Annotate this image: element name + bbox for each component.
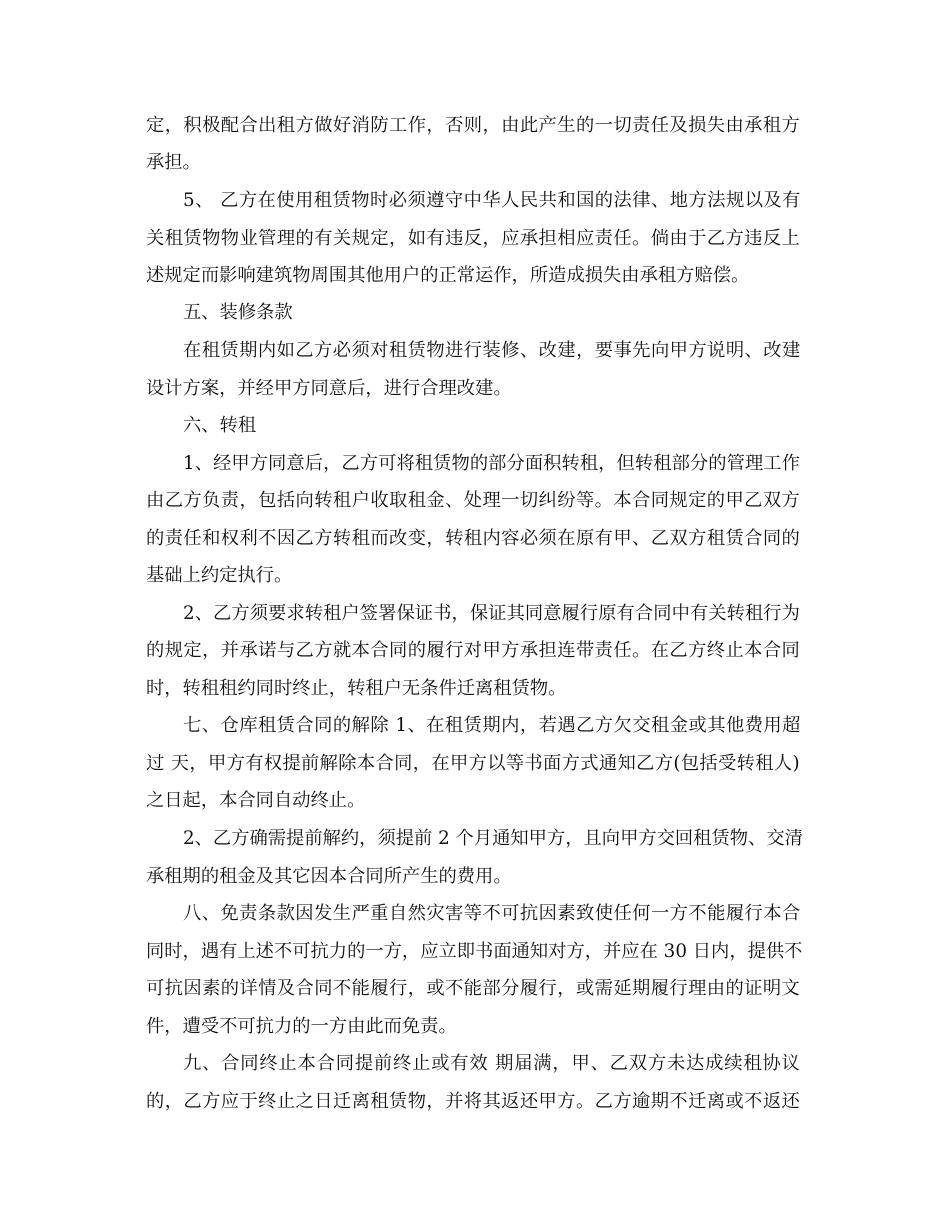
text-line: 的，乙方应于终止之日迁离租赁物，并将其返还甲方。乙方逾期不迁离或不返还	[146, 1091, 801, 1112]
text-line: 基础上约定执行。	[146, 565, 293, 586]
text-line: 2、乙方须要求转租户签署保证书，保证其同意履行原有合同中有关转租行为	[183, 603, 800, 624]
text-line: 定，积极配合出租方做好消防工作，否则，由此产生的一切责任及损失由承租方	[146, 115, 801, 136]
text-line: 在租赁期内如乙方必须对租赁物进行装修、改建，要事先向甲方说明、改建	[183, 340, 801, 361]
text-line: 由乙方负责，包括向转租户收取租金、处理一切纠纷等。本合同规定的甲乙双方	[146, 490, 801, 511]
text-line: 设计方案，并经甲方同意后，进行合理改建。	[146, 378, 512, 399]
text-line: 的责任和权利不因乙方转租而改变，转租内容必须在原有甲、乙双方租赁合同的	[146, 528, 801, 549]
text-line: 5、 乙方在使用租赁物时必须遵守中华人民共和国的法律、地方法规以及有	[183, 190, 801, 211]
text-line: 过 天，甲方有权提前解除本合同，在甲方以等书面方式通知乙方(包括受转租人)	[146, 753, 800, 774]
text-line: 同时，遇有上述不可抗力的一方，应立即书面通知对方，并应在 30 日内，提供不	[146, 941, 803, 962]
text-line: 的规定，并承诺与乙方就本合同的履行对甲方承担连带责任。在乙方终止本合同	[146, 640, 801, 661]
text-line: 七、仓库租赁合同的解除 1、在租赁期内，若遇乙方欠交租金或其他费用超	[183, 715, 801, 736]
text-line: 之日起，本合同自动终止。	[146, 790, 366, 811]
text-line: 2、乙方确需提前解约，须提前 2 个月通知甲方，且向甲方交回租赁物、交清	[183, 828, 803, 849]
text-line: 可抗因素的详情及合同不能履行，或不能部分履行，或需延期履行理由的证明文	[146, 978, 801, 999]
text-line: 八、免责条款因发生严重自然灾害等不可抗因素致使任何一方不能履行本合	[183, 903, 801, 924]
section-heading: 五、装修条款	[183, 302, 293, 323]
text-line: 1、经甲方同意后，乙方可将租赁物的部分面积转租，但转租部分的管理工作	[183, 453, 800, 474]
text-line: 时，转租租约同时终止，转租户无条件迁离租赁物。	[146, 678, 567, 699]
text-line: 承租期的租金及其它因本合同所产生的费用。	[146, 866, 512, 887]
text-line: 件，遭受不可抗力的一方由此而免责。	[146, 1016, 457, 1037]
text-line: 关租赁物物业管理的有关规定，如有违反，应承担相应责任。倘由于乙方违反上	[146, 228, 801, 249]
text-line: 述规定而影响建筑物周围其他用户的正常运作，所造成损失由承租方赔偿。	[146, 265, 750, 286]
text-line: 九、合同终止本合同提前终止或有效 期届满，甲、乙双方未达成续租协议	[183, 1053, 801, 1074]
text-line: 承担。	[146, 152, 201, 173]
section-heading: 六、转租	[183, 415, 257, 436]
